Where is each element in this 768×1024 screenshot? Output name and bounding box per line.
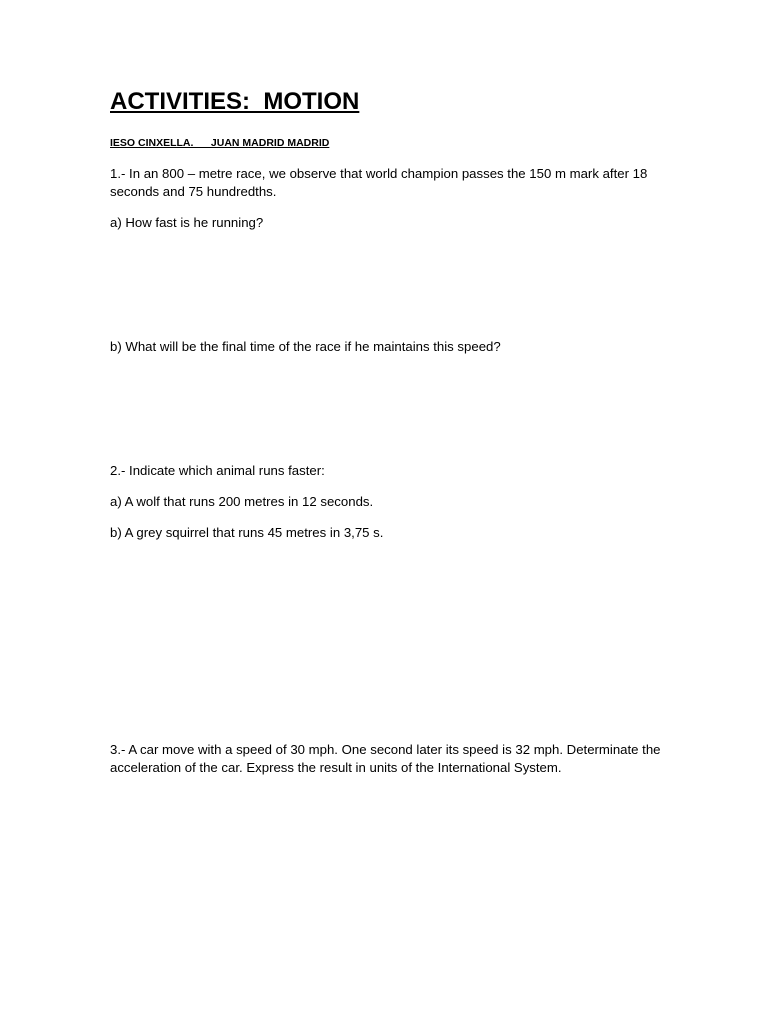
document-title: ACTIVITIES: MOTION — [110, 88, 360, 115]
document-authors: IESO CINXELLA. JUAN MADRID MADRID — [110, 137, 330, 149]
question-2-part-a: a) A wolf that runs 200 metres in 12 seconds. — [110, 494, 374, 509]
question-1-text: 1.- In an 800 – metre race, we observe that world champion passes the 150 m mark after 18 seconds and 75 hundredths. — [110, 166, 648, 199]
question-1-part-a: a) How fast is he running? — [110, 215, 264, 230]
question-2-text: 2.- Indicate which animal runs faster: — [110, 463, 325, 478]
question-3-text: 3.- A car move with a speed of 30 mph. One second later its speed is 32 mph. Determinate the acceleration of the car. Express the result in units of the International System. — [110, 742, 661, 775]
question-2-part-b: b) A grey squirrel that runs 45 metres in 3,75 s. — [110, 525, 384, 540]
question-1-part-b: b) What will be the final time of the race if he maintains this speed? — [110, 339, 501, 354]
